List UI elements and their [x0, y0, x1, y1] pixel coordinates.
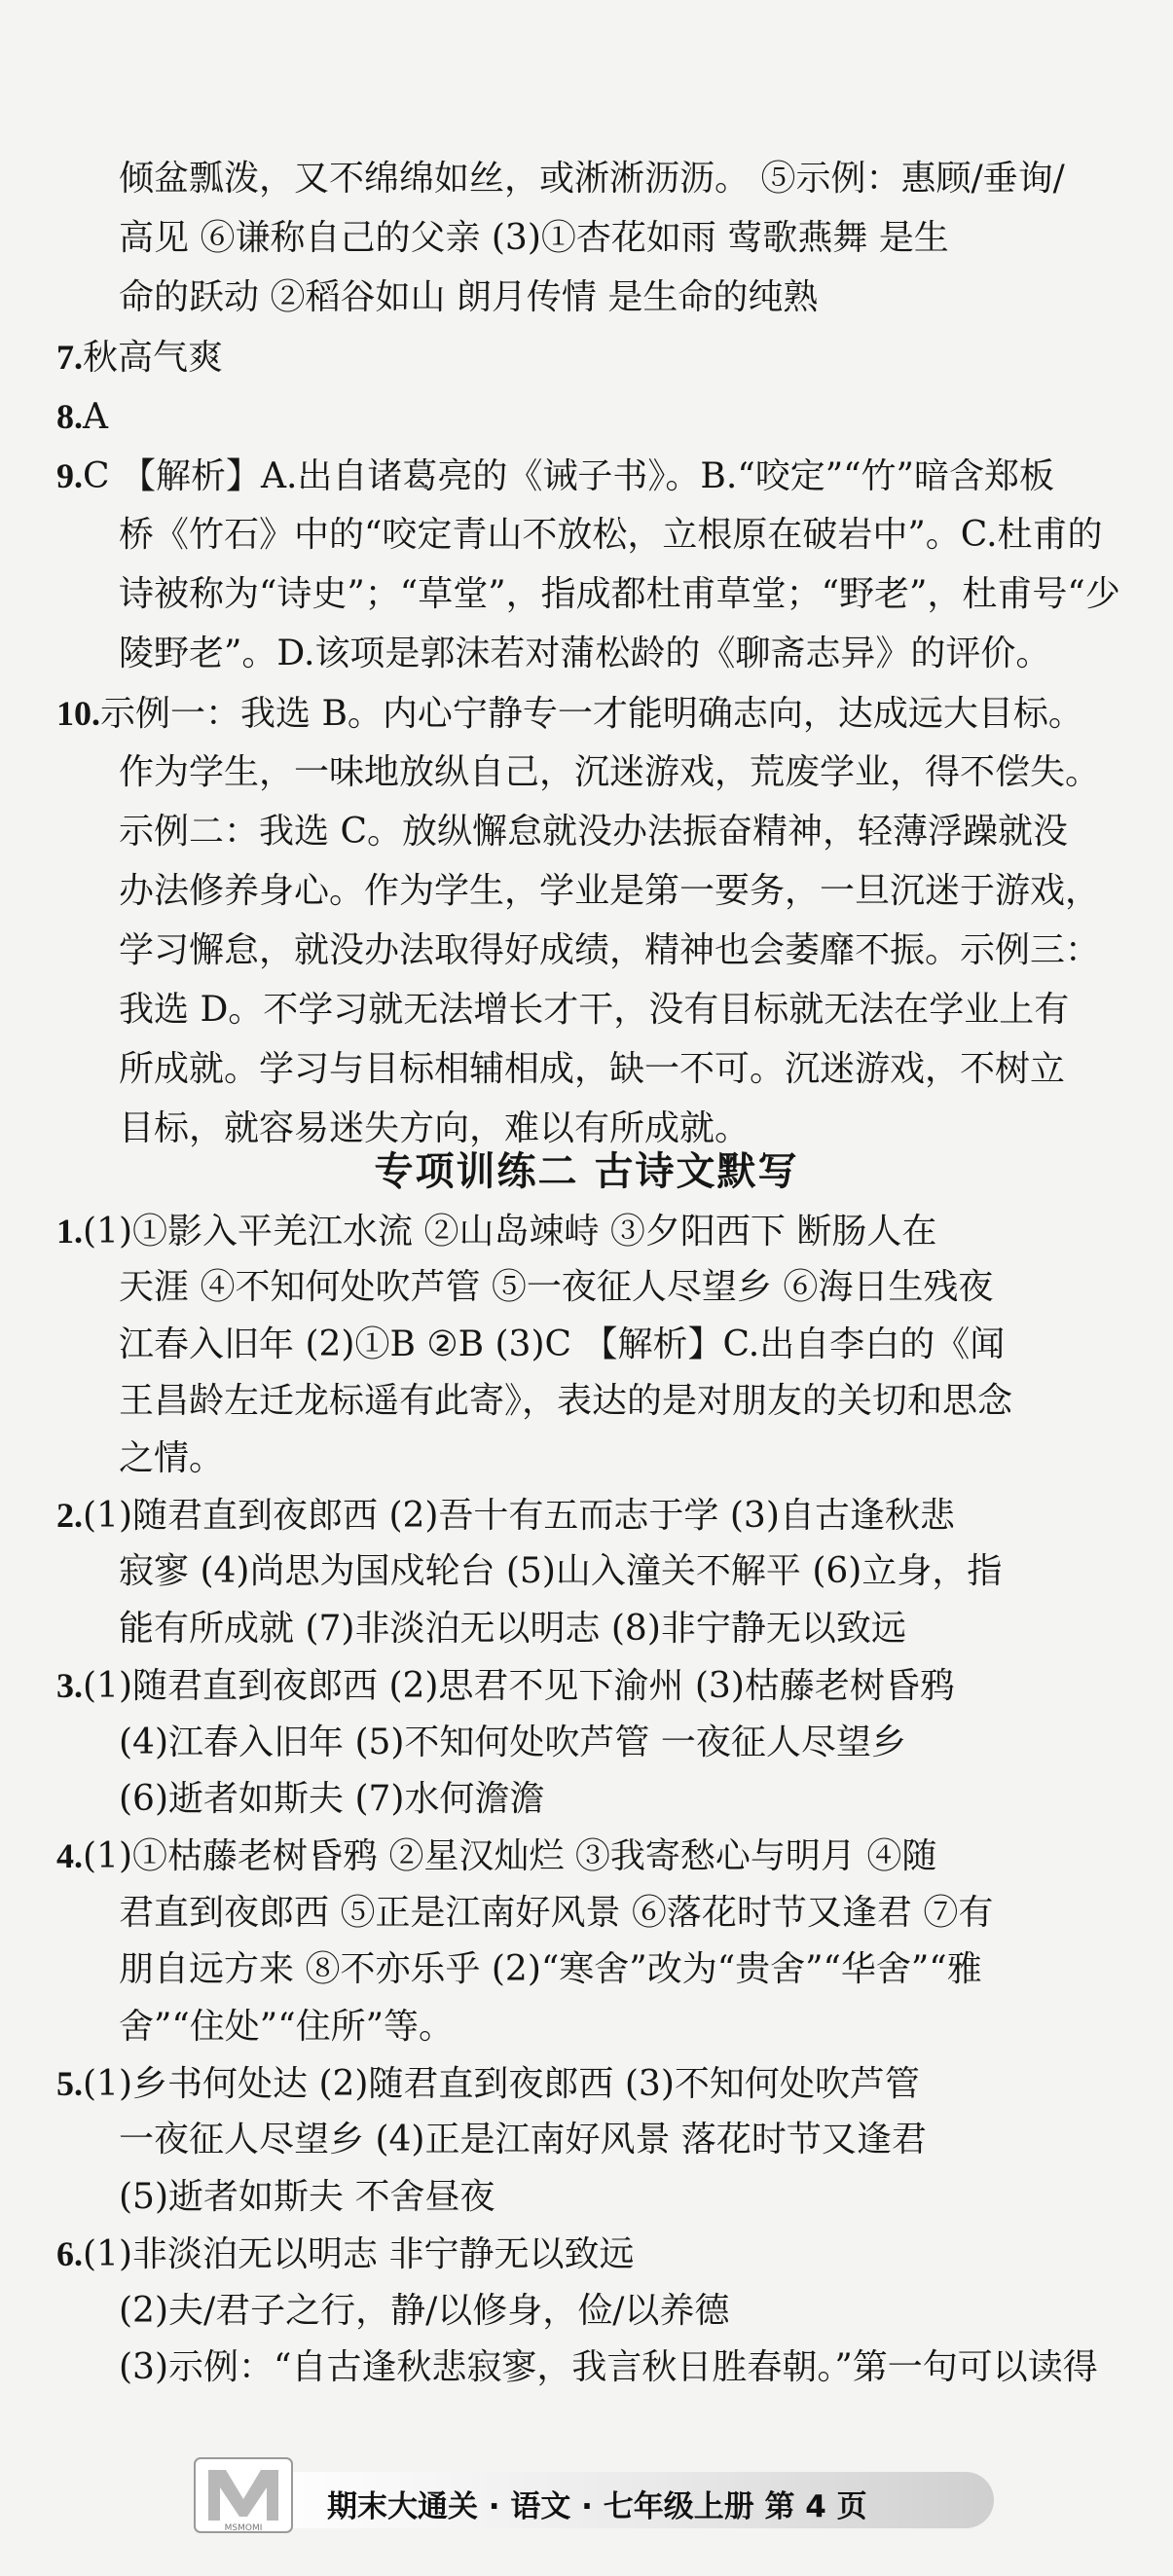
- line-text: (5)逝者如斯夫 不舍昼夜: [119, 2176, 495, 2217]
- line-text: 诗被称为“诗史”；“草堂”，指成都杜甫草堂；“野老”，杜甫号“少: [119, 574, 1120, 614]
- text-line: [0, 989, 1173, 1032]
- text-line: [0, 276, 1173, 319]
- line-text: 秋高气爽: [83, 338, 224, 378]
- line-text: (1)①枯藤老树昏鸦 ②星汉灿烂 ③我寄愁心与明月 ④随: [83, 1836, 937, 1877]
- line-text: 江春入旧年 (2)①B ②B (3)C 【解析】C.出自李白的《闻: [119, 1324, 1006, 1364]
- line-text: 示例二：我选 C。放纵懈怠就没办法振奋精神，轻薄浮躁就没: [119, 812, 1068, 852]
- item-number: 3.: [56, 1666, 83, 1706]
- line-text: 作为学生，一味地放纵自己，沉迷游戏，荒废学业，得不偿失。: [119, 752, 1101, 792]
- section-title: 专项训练二 古诗文默写: [374, 1149, 799, 1194]
- line-text: 所成就。学习与目标相辅相成，缺一不可。沉迷游戏，不树立: [119, 1049, 1066, 1089]
- text-line: [0, 336, 1173, 380]
- text-line: [0, 870, 1173, 913]
- item-number: 10.: [56, 694, 100, 733]
- text-line: [0, 1550, 1173, 1593]
- text-line: [0, 1834, 1173, 1878]
- item-number: 7.: [56, 338, 83, 377]
- line-text: 陵野老”。D.该项是郭沫若对蒲松龄的《聊斋志异》的评价。: [119, 634, 1051, 673]
- text-line: [0, 1892, 1173, 1935]
- line-text: (1)随君直到夜郎西 (2)思君不见下渝州 (3)枯藤老树昏鸦: [83, 1666, 955, 1707]
- line-text: (1)随君直到夜郎西 (2)吾十有五而志于学 (3)自古逢秋悲: [83, 1496, 955, 1536]
- text-line: [0, 2006, 1173, 2049]
- line-text: A: [83, 397, 108, 437]
- text-line: [0, 633, 1173, 675]
- line-text: C 【解析】A.出自诸葛亮的《诫子书》。B.“咬定”“竹”暗含郑板: [83, 456, 1054, 496]
- line-text: (2)夫/君子之行，静/以修身，俭/以养德: [119, 2290, 730, 2331]
- line-text: (3)示例：“自古逢秋悲寂寥，我言秋日胜春朝。”第一句可以读得: [119, 2347, 1098, 2387]
- text-line: [0, 2119, 1173, 2161]
- text-line: [0, 1380, 1173, 1423]
- item-number: 5.: [56, 2064, 83, 2103]
- text-line: [0, 573, 1173, 616]
- line-text: 朋自远方来 ⑧不亦乐乎 (2)“寒舍”改为“贵舍”“华舍”“雅: [119, 1949, 982, 1990]
- line-text: 天涯 ④不知何处吹芦管 ⑤一夜征人尽望乡 ⑥海日生残夜: [119, 1267, 994, 1308]
- line-text: 目标，就容易迷失方向，难以有所成就。: [119, 1108, 751, 1148]
- line-text: 倾盆瓢泼，又不绵绵如丝，或淅淅沥沥。 ⑤示例：惠顾/垂询/: [119, 159, 1065, 199]
- item-number: 6.: [56, 2234, 83, 2274]
- line-text: 办法修养身心。作为学生，学业是第一要务，一旦沉迷于游戏，: [119, 871, 1101, 911]
- line-text: (1)非淡泊无以明志 非宁静无以致远: [83, 2234, 635, 2275]
- text-line: [0, 2176, 1173, 2219]
- text-line: [0, 1048, 1173, 1091]
- line-text: 桥《竹石》中的“咬定青山不放松，立根原在破岩中”。C.杜甫的: [119, 515, 1103, 555]
- text-line: [0, 1266, 1173, 1309]
- text-line: [0, 2290, 1173, 2333]
- line-text: (4)江春入旧年 (5)不知何处吹芦管 一夜征人尽望乡: [119, 1722, 906, 1762]
- item-number: 9.: [56, 456, 83, 495]
- text-line: [0, 1948, 1173, 1991]
- text-line: [0, 1608, 1173, 1651]
- publisher-logo-icon: [191, 2452, 296, 2538]
- text-line: [0, 454, 1173, 498]
- line-text: (1)乡书何处达 (2)随君直到夜郎西 (3)不知何处吹芦管: [83, 2064, 920, 2104]
- text-line: [0, 929, 1173, 972]
- text-line: [0, 1494, 1173, 1538]
- line-text: 高见 ⑥谦称自己的父亲 (3)①杏花如雨 莺歌燕舞 是生: [119, 218, 949, 258]
- line-text: 能有所成就 (7)非淡泊无以明志 (8)非宁静无以致远: [119, 1608, 906, 1649]
- text-line: [0, 751, 1173, 794]
- text-line: [0, 1437, 1173, 1480]
- text-line: [0, 811, 1173, 853]
- text-line: [0, 158, 1173, 200]
- line-text: 学习懈怠，就没办法取得好成绩，精神也会萎靡不振。示例三：: [119, 930, 1101, 970]
- text-line: [0, 1324, 1173, 1366]
- item-number: 1.: [56, 1212, 83, 1251]
- item-number: 8.: [56, 397, 83, 436]
- line-text: (1)①影入平羌江水流 ②山岛竦峙 ③夕阳西下 断肠人在: [83, 1212, 937, 1252]
- item-number: 4.: [56, 1836, 83, 1876]
- text-line: [0, 692, 1173, 736]
- text-line: [0, 1664, 1173, 1708]
- text-line: [0, 2232, 1173, 2276]
- text-line: [0, 1210, 1173, 1253]
- line-text: 寂寥 (4)尚思为国戍轮台 (5)山入潼关不解平 (6)立身，指: [119, 1551, 1003, 1592]
- text-line: [0, 2062, 1173, 2106]
- line-text: 王昌龄左迁龙标遥有此寄》，表达的是对朋友的关切和思念: [119, 1381, 1013, 1422]
- line-text: (6)逝者如斯夫 (7)水何澹澹: [119, 1779, 545, 1819]
- line-text: 命的跃动 ②稻谷如山 朗月传情 是生命的纯熟: [119, 277, 819, 317]
- text-line: [0, 1722, 1173, 1764]
- text-line: [0, 514, 1173, 557]
- text-line: [0, 395, 1173, 439]
- text-line: [0, 217, 1173, 260]
- text-line: [0, 2346, 1173, 2389]
- text-line: [0, 1778, 1173, 1821]
- line-text: 一夜征人尽望乡 (4)正是江南好风景 落花时节又逢君: [119, 2120, 927, 2160]
- logo-text: MSMOMI: [224, 2523, 263, 2533]
- item-number: 2.: [56, 1496, 83, 1535]
- footer-text: 期末大通关 · 语文 · 七年级上册 第 4 页: [327, 2489, 867, 2524]
- line-text: 舍”“住处”“住所”等。: [119, 2006, 455, 2047]
- line-text: 君直到夜郎西 ⑤正是江南好风景 ⑥落花时节又逢君 ⑦有: [119, 1892, 994, 1933]
- line-text: 之情。: [119, 1437, 225, 1478]
- page-footer: [191, 2452, 989, 2538]
- line-text: 示例一：我选 B。内心宁静专一才能明确志向，达成远大目标。: [100, 694, 1083, 734]
- line-text: 我选 D。不学习就无法增长才干，没有目标就无法在学业上有: [119, 990, 1070, 1030]
